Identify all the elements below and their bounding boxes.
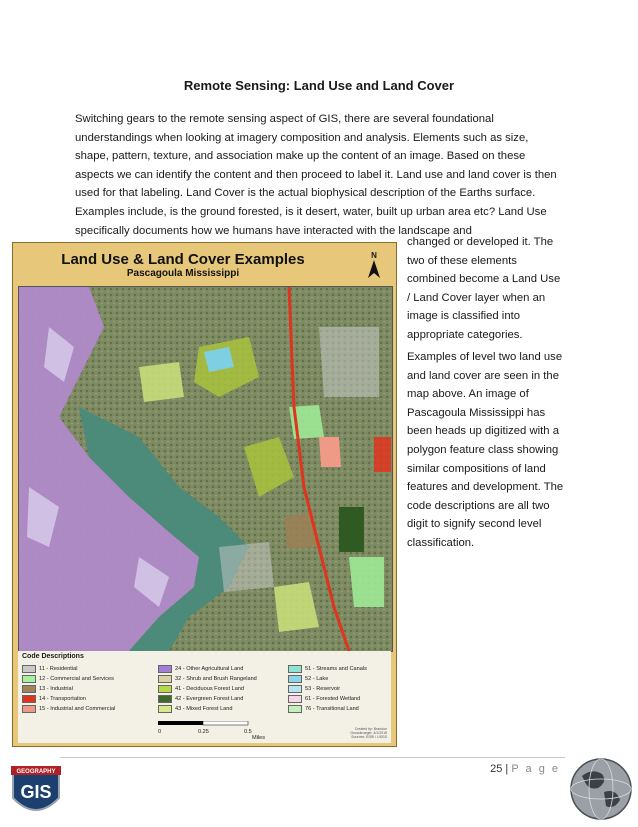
legend-swatch (22, 705, 36, 713)
legend-swatch (158, 675, 172, 683)
legend-label: 61 - Forested Wetland (305, 696, 361, 702)
legend-swatch (158, 665, 172, 673)
legend-item (158, 695, 243, 703)
legend-swatch (158, 685, 172, 693)
legend-swatch (22, 695, 36, 703)
map-legend (18, 651, 391, 743)
map-subtitle: Pascagoula Mississippi (126, 268, 240, 279)
scale-label-1: 0.25 (198, 729, 209, 735)
logo-banner: GEOGRAPHY (16, 769, 56, 775)
logo-text: GIS (20, 782, 52, 802)
legend-label: 52 - Lake (305, 676, 329, 682)
legend-label: 53 - Reservoir (305, 686, 341, 692)
legend-item (288, 695, 360, 703)
legend-swatch (158, 695, 172, 703)
legend-item (158, 665, 243, 673)
legend-title: Code Descriptions (22, 653, 84, 660)
scale-label-0: 0 (158, 729, 162, 735)
legend-item (22, 695, 86, 703)
legend-label: 43 - Mixed Forest Land (175, 706, 233, 712)
page-number: 25 | P a g e (490, 763, 560, 775)
legend-item (158, 705, 233, 713)
map-title: Land Use & Land Cover Examples (61, 251, 305, 268)
legend-label: 76 - Transitional Land (305, 706, 359, 712)
north-arrow-icon (367, 251, 381, 280)
scale-unit: Miles (252, 735, 266, 741)
north-label: N (371, 251, 377, 260)
intro-paragraph: Switching gears to the remote sensing aspect of GIS, there are several foundational understandings when looking at imagery composition and analysis. Elements such as size, shape, pattern, texture, and association make up the content of an image. Based on these aspects we can identify the content and then proceed to label it. Land use and land cover is then used for that labeling. Land Cover is the actual biophysical description of the Earths surface. Examples include, is the ground forested, is it desert, water, built up urban area etc? Land Use specifically documents how we humans have interacted with the landscape and (75, 113, 557, 237)
scale-bar (158, 721, 266, 741)
legend-label: 11 - Residential (39, 666, 78, 672)
legend-swatch (288, 705, 302, 713)
legend-swatch (288, 675, 302, 683)
legend-item (22, 705, 115, 713)
footer-rule (60, 757, 565, 758)
legend-swatch (22, 685, 36, 693)
legend-item (158, 675, 257, 683)
legend-item (22, 685, 73, 693)
legend-swatch (22, 675, 36, 683)
legend-label: 42 - Evergreen Forest Land (175, 696, 244, 702)
geography-gis-logo (5, 760, 67, 822)
legend-swatch (288, 695, 302, 703)
legend-swatch (288, 665, 302, 673)
land-use-map (12, 242, 397, 747)
legend-item (22, 665, 77, 673)
legend-item (288, 665, 367, 673)
legend-swatch (158, 705, 172, 713)
legend-label: 15 - Industrial and Commercial (39, 706, 116, 712)
map-credit: Created by: Brandon Grosskrueger, 4/1/2015 Sources: ESRI / USGS (350, 727, 387, 739)
legend-item (288, 705, 359, 713)
legend-item (22, 675, 114, 683)
map-imagery (18, 286, 393, 652)
side-paragraph-1: changed or developed it. The two of these elements combined become a Land Use / Land Cover layer when an image is classified into appropriate categories. (407, 236, 561, 341)
legend-label: 41 - Deciduous Forest Land (175, 686, 245, 692)
legend-label: 24 - Other Agricultural Land (175, 666, 244, 672)
side-paragraph-2: Examples of level two land use and land cover are seen in the map above. An image of Pascagoula Mississippi has been heads up digitized with a polygon feature class showing similar compositions of land features and development. The code descriptions are all two digit to signify second level classification. (407, 351, 564, 549)
legend-item (288, 675, 328, 683)
legend-swatch (288, 685, 302, 693)
legend-label: 13 - Industrial (39, 686, 73, 692)
legend-label: 12 - Commercial and Services (39, 676, 114, 682)
legend-item (288, 685, 340, 693)
page-number-value: 25 (490, 763, 503, 775)
legend-label: 51 - Streams and Canals (305, 666, 367, 672)
globe-icon (568, 756, 634, 822)
page-word: P a g e (511, 763, 560, 775)
legend-swatch (22, 665, 36, 673)
legend-item (158, 685, 244, 693)
page-title: Remote Sensing: Land Use and Land Cover (183, 78, 455, 93)
scale-label-2: 0.5 (244, 729, 252, 735)
legend-label: 32 - Shrub and Brush Rangeland (175, 676, 257, 682)
legend-label: 14 - Transportation (39, 696, 86, 702)
